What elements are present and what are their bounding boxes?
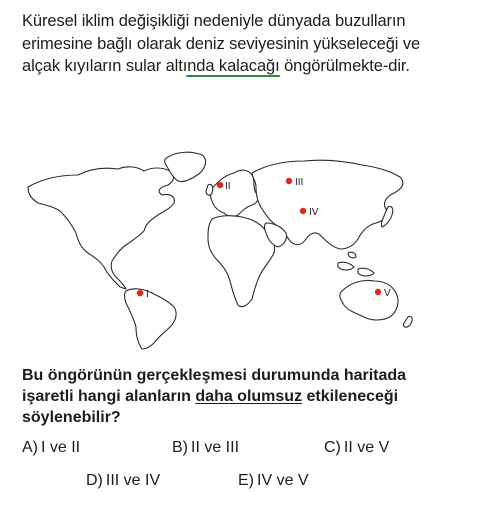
- option-a[interactable]: [22, 438, 80, 458]
- world-map: [20, 145, 420, 350]
- marker-ii-dot: [217, 182, 223, 188]
- new-zealand-shape: [403, 316, 412, 327]
- marker-ii-label: II: [225, 181, 231, 192]
- stem-text-end: öngörülmekte-dir.: [279, 57, 410, 75]
- option-c-text: II ve V: [343, 439, 390, 456]
- indonesia-shape: [338, 252, 374, 276]
- question-text: [22, 365, 458, 428]
- world-map-svg: [20, 145, 420, 350]
- marker-iii-dot: [286, 178, 292, 184]
- britain-shape: [206, 184, 213, 195]
- option-d[interactable]: [86, 471, 160, 491]
- question-emphasis: daha olumsuz: [195, 388, 303, 405]
- option-c[interactable]: [324, 438, 389, 458]
- question-stem: [22, 10, 458, 78]
- marker-v-label: V: [384, 288, 391, 299]
- marker-i-label: I: [146, 289, 149, 300]
- option-b-letter: B): [172, 439, 188, 456]
- option-b[interactable]: [172, 438, 239, 458]
- europe-shape: [211, 170, 259, 216]
- question-part-2: etkileneceği söylenebilir?: [22, 388, 399, 426]
- marker-iv-dot: [300, 208, 306, 214]
- stem-highlight: deniz seviyesinin yükseleceği ve alçak kıyıların sular altında kalacağı: [22, 34, 421, 75]
- option-a-text: I ve II: [41, 439, 81, 456]
- australia-shape: [340, 280, 398, 320]
- south-america-shape: [125, 289, 177, 349]
- option-d-letter: D): [86, 472, 103, 489]
- option-c-letter: C): [324, 439, 341, 456]
- north-america-shape: [28, 167, 174, 289]
- marker-v-dot: [375, 289, 381, 295]
- option-e-letter: E): [238, 472, 254, 489]
- option-e-text: IV ve V: [257, 472, 309, 489]
- stem-text-start: Küresel iklim değişikliği nedeniyle dünyada buzulların erimesine bağlı olarak: [22, 12, 406, 53]
- marker-iii-label: III: [295, 177, 304, 188]
- question-part-1: Bu öngörünün gerçekleşmesi durumunda haritada işaretli hangi alanların: [22, 367, 407, 405]
- option-a-letter: A): [22, 439, 38, 456]
- option-b-text: II ve III: [191, 439, 240, 456]
- option-d-text: III ve IV: [105, 472, 161, 489]
- marker-i-dot: [137, 290, 143, 296]
- option-e[interactable]: [238, 471, 309, 491]
- marker-iv-label: IV: [309, 207, 319, 218]
